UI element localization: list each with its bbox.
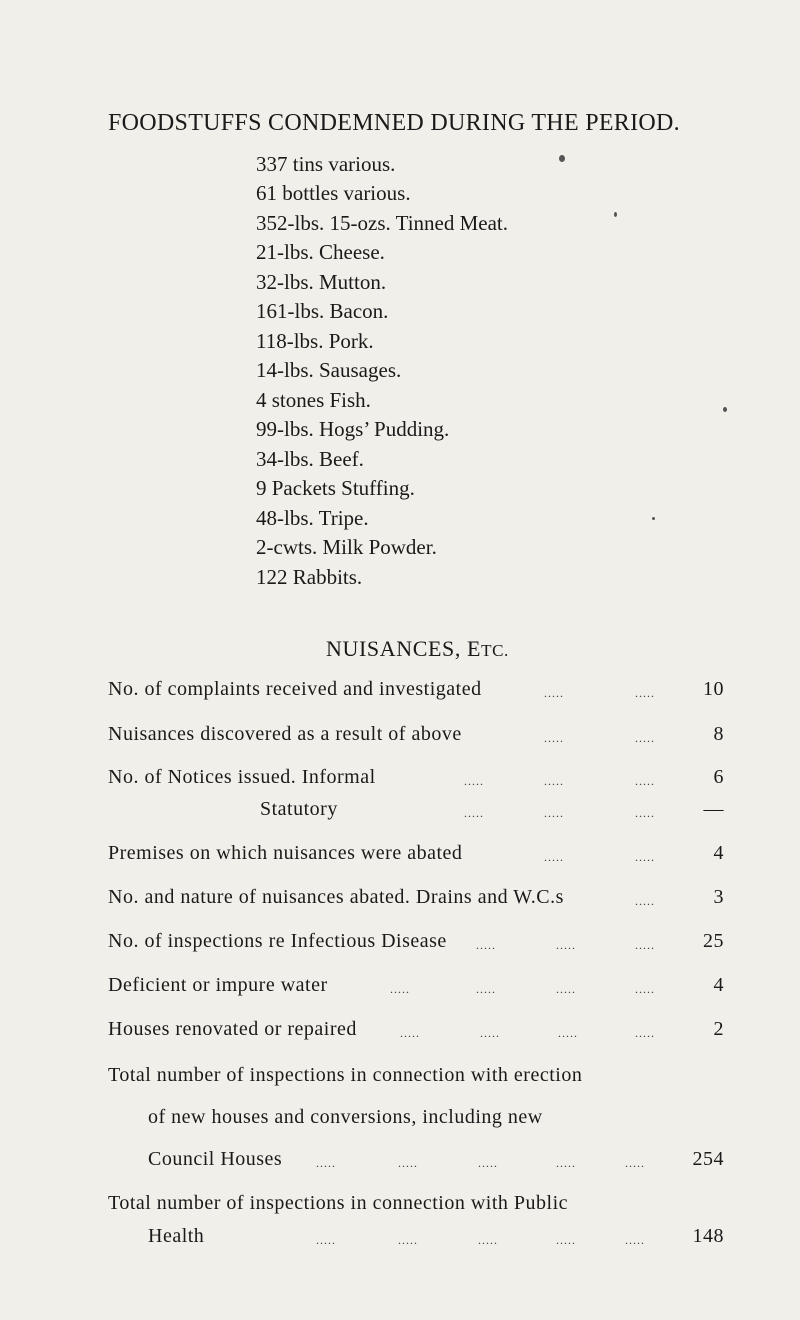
dot-leader: .....	[476, 982, 496, 996]
table-row	[108, 798, 724, 828]
row-label: Deficient or impure water	[108, 974, 328, 996]
dot-leader: .....	[635, 774, 655, 788]
dot-leader: .....	[316, 1233, 336, 1247]
list-item: 122 Rabbits.	[256, 565, 363, 589]
row-value: 148	[692, 1225, 724, 1247]
dot-leader: .....	[544, 774, 564, 788]
dot-leader: .....	[635, 894, 655, 908]
dot-leader: .....	[544, 731, 564, 745]
table-row	[108, 1192, 724, 1222]
nuisances-heading	[326, 636, 509, 662]
row-value: 3	[713, 886, 724, 908]
nuisances-heading-main: NUISANCES, E	[326, 636, 482, 661]
list-item: 161-lbs. Bacon.	[256, 299, 389, 323]
row-label: Houses renovated or repaired	[108, 1018, 357, 1040]
dot-leader: .....	[635, 982, 655, 996]
list-item: 118-lbs. Pork.	[256, 329, 374, 353]
list-item: 2-cwts. Milk Powder.	[256, 535, 437, 559]
row-label: Health	[148, 1225, 205, 1247]
table-row	[108, 842, 724, 872]
table-row	[108, 1148, 724, 1178]
dot-leader: .....	[635, 686, 655, 700]
dot-leader: .....	[544, 850, 564, 864]
row-label: Council Houses	[148, 1148, 283, 1170]
dot-leader: .....	[478, 1156, 498, 1170]
dot-leader: .....	[635, 850, 655, 864]
table-row	[108, 678, 724, 708]
table-row	[108, 1225, 724, 1255]
dot-leader: .....	[558, 1026, 578, 1040]
row-label: No. and nature of nuisances abated. Drains and W.C.s	[108, 886, 564, 908]
list-item: 32-lbs. Mutton.	[256, 270, 387, 294]
dot-leader: .....	[635, 806, 655, 820]
row-value: 8	[713, 723, 724, 745]
row-value: 6	[713, 766, 724, 788]
dot-leader: .....	[464, 806, 484, 820]
list-item: 352-lbs. 15-ozs. Tinned Meat.	[256, 211, 508, 235]
row-label: No. of Notices issued. Informal	[108, 766, 376, 788]
ink-speck	[723, 407, 727, 412]
list-item: 9 Packets Stuffing.	[256, 476, 415, 500]
row-label: No. of inspections re Infectious Disease	[108, 930, 447, 952]
list-item: 99-lbs. Hogs’ Pudding.	[256, 417, 450, 441]
list-item: 21-lbs. Cheese.	[256, 240, 385, 264]
ink-speck	[652, 517, 655, 520]
list-item: 48-lbs. Tripe.	[256, 506, 369, 530]
dot-leader: .....	[635, 938, 655, 952]
dot-leader: .....	[556, 1233, 576, 1247]
table-row	[108, 930, 724, 960]
row-label: of new houses and conversions, including new	[148, 1106, 543, 1128]
ink-speck	[559, 155, 565, 162]
dot-leader: .....	[625, 1156, 645, 1170]
table-row	[108, 1106, 724, 1136]
dot-leader: .....	[556, 982, 576, 996]
table-row	[108, 886, 724, 916]
list-item: 61 bottles various.	[256, 181, 411, 205]
row-value: 10	[703, 678, 724, 700]
dot-leader: .....	[476, 938, 496, 952]
row-value: 4	[713, 974, 724, 996]
dot-leader: .....	[390, 982, 410, 996]
ink-speck	[614, 212, 617, 217]
dot-leader: .....	[635, 1026, 655, 1040]
dot-leader: .....	[464, 774, 484, 788]
foodstuffs-heading: FOODSTUFFS CONDEMNED DURING THE PERIOD.	[108, 110, 680, 136]
row-label: Premises on which nuisances were abated	[108, 842, 463, 864]
table-row	[108, 1064, 724, 1094]
dot-leader: .....	[556, 1156, 576, 1170]
dot-leader: .....	[316, 1156, 336, 1170]
dot-leader: .....	[544, 806, 564, 820]
nuisances-heading-smallcaps: TC.	[481, 641, 509, 660]
dot-leader: .....	[544, 686, 564, 700]
table-row	[108, 1018, 724, 1048]
dot-leader: .....	[625, 1233, 645, 1247]
list-item: 34-lbs. Beef.	[256, 447, 364, 471]
dot-leader: .....	[400, 1026, 420, 1040]
dot-leader: .....	[478, 1233, 498, 1247]
row-label: Total number of inspections in connection with Public	[108, 1192, 569, 1214]
list-item: 14-lbs. Sausages.	[256, 358, 402, 382]
table-row	[108, 974, 724, 1004]
row-value: 2	[713, 1018, 724, 1040]
row-label: No. of complaints received and investigated	[108, 678, 482, 700]
dot-leader: .....	[556, 938, 576, 952]
row-label: Nuisances discovered as a result of above	[108, 723, 462, 745]
table-row	[108, 766, 724, 796]
row-value: 25	[703, 930, 724, 952]
table-row	[108, 723, 724, 753]
dot-leader: .....	[398, 1156, 418, 1170]
dot-leader: .....	[398, 1233, 418, 1247]
row-label: Total number of inspections in connection with erection	[108, 1064, 583, 1086]
dot-leader: .....	[635, 731, 655, 745]
dot-leader: .....	[480, 1026, 500, 1040]
row-value: 254	[692, 1148, 724, 1170]
row-label: Statutory	[260, 798, 338, 820]
list-item: 337 tins various.	[256, 152, 396, 176]
row-value: —	[703, 798, 724, 820]
row-value: 4	[713, 842, 724, 864]
list-item: 4 stones Fish.	[256, 388, 371, 412]
